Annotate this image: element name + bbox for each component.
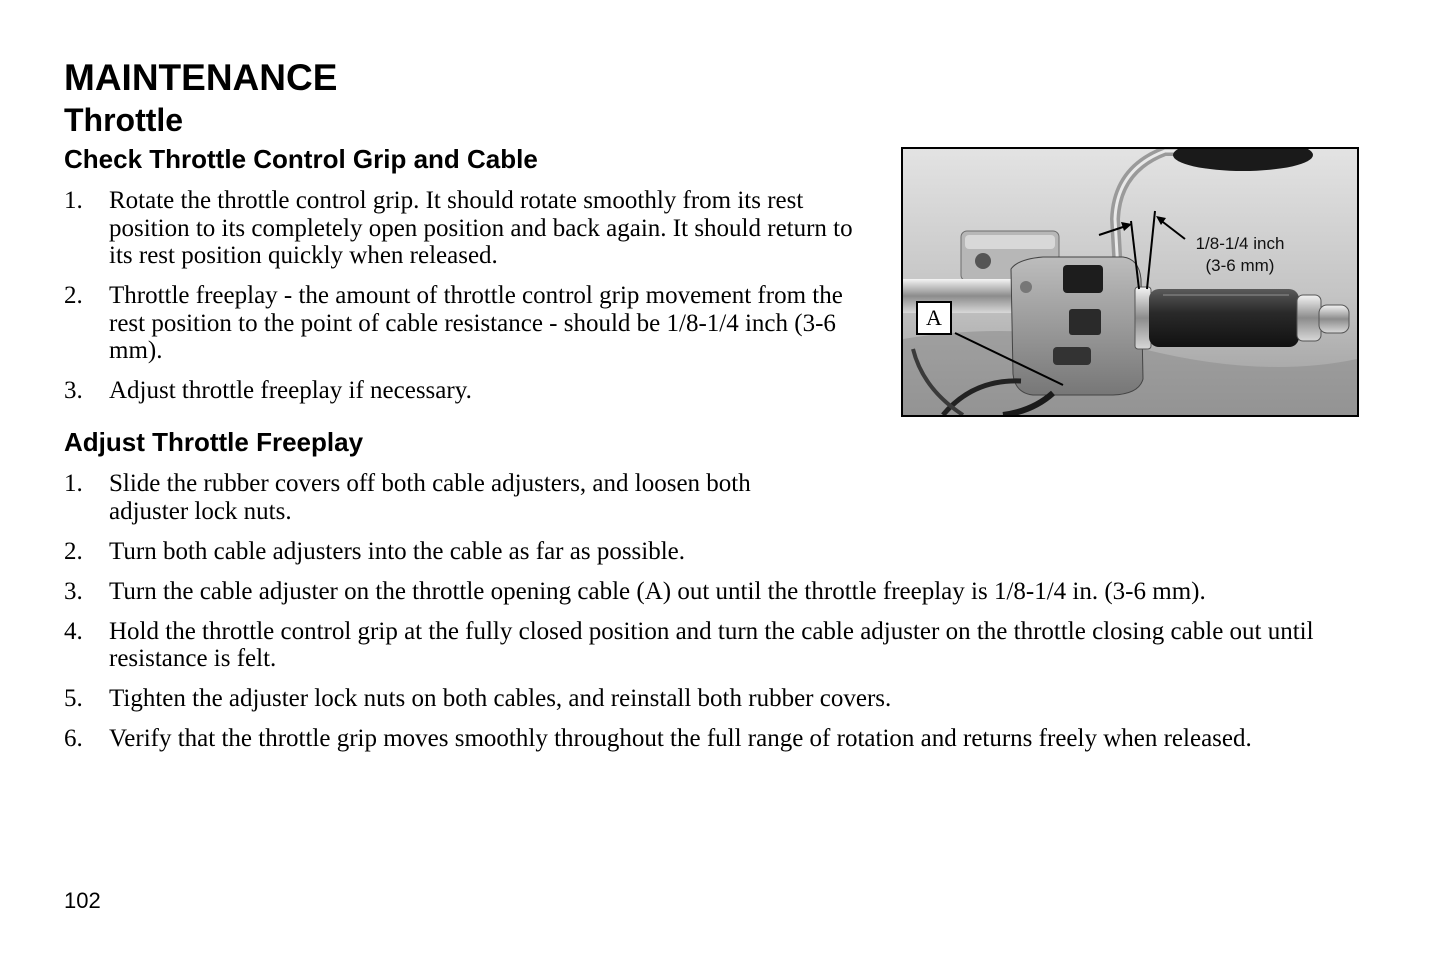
section-title: MAINTENANCE bbox=[64, 57, 338, 98]
step-number: 5. bbox=[64, 685, 83, 712]
list-item bbox=[64, 685, 1374, 713]
step-text: Rotate the throttle control grip. It should rotate smoothly from its rest position to its completely open position and back again. It should return to its rest position quickly when released. bbox=[109, 187, 853, 269]
step-text: Hold the throttle control grip at the fully closed position and turn the cable adjuster on the throttle closing cable out until resistance is felt. bbox=[109, 617, 1314, 672]
step-text: Throttle freeplay - the amount of throttle control grip movement from the rest position to the point of cable resistance - should be 1/8-1/4 inch (3-6 mm). bbox=[109, 282, 843, 364]
adjust-steps-list bbox=[64, 470, 1374, 765]
freeplay-measurement-mm: (3-6 mm) bbox=[1205, 256, 1275, 275]
step-number: 4. bbox=[64, 617, 83, 645]
throttle-grip-photo bbox=[901, 147, 1359, 417]
callout-a-label: A bbox=[916, 301, 952, 335]
step-text: Tighten the adjuster lock nuts on both cables, and reinstall both rubber covers. bbox=[109, 685, 892, 712]
list-item bbox=[64, 725, 1374, 753]
step-number: 2. bbox=[64, 537, 83, 565]
step-text: Slide the rubber covers off both cable adjusters, and loosen both adjuster lock nuts. bbox=[109, 470, 751, 525]
step-number: 1. bbox=[64, 470, 83, 497]
step-number: 3. bbox=[64, 377, 83, 404]
topic-title: Throttle bbox=[64, 102, 184, 138]
check-heading: Check Throttle Control Grip and Cable bbox=[64, 144, 538, 174]
list-item bbox=[64, 618, 1374, 673]
step-text: Turn the cable adjuster on the throttle opening cable (A) out until the throttle freeplay is 1/8-1/4 in. (3-6 mm). bbox=[109, 577, 1206, 605]
freeplay-measurement-inch: 1/8-1/4 inch bbox=[1195, 234, 1285, 253]
list-item bbox=[64, 538, 1374, 566]
step-text: Turn both cable adjusters into the cable as far as possible. bbox=[109, 537, 686, 565]
step-number: 1. bbox=[64, 187, 83, 214]
handlebar-illustration bbox=[903, 149, 1357, 415]
list-item bbox=[64, 187, 864, 270]
step-number: 3. bbox=[64, 577, 83, 605]
list-item bbox=[64, 578, 1374, 606]
step-number: 6. bbox=[64, 725, 83, 752]
check-steps-list bbox=[64, 187, 864, 417]
list-item bbox=[64, 282, 864, 365]
step-text: Adjust throttle freeplay if necessary. bbox=[109, 377, 472, 404]
adjust-heading: Adjust Throttle Freeplay bbox=[64, 427, 364, 457]
list-item bbox=[64, 377, 864, 405]
page-number: 102 bbox=[64, 888, 101, 913]
list-item bbox=[64, 470, 1374, 525]
step-text: Verify that the throttle grip moves smoothly throughout the full range of rotation and returns freely when released. bbox=[109, 725, 1252, 752]
step-number: 2. bbox=[64, 282, 83, 309]
